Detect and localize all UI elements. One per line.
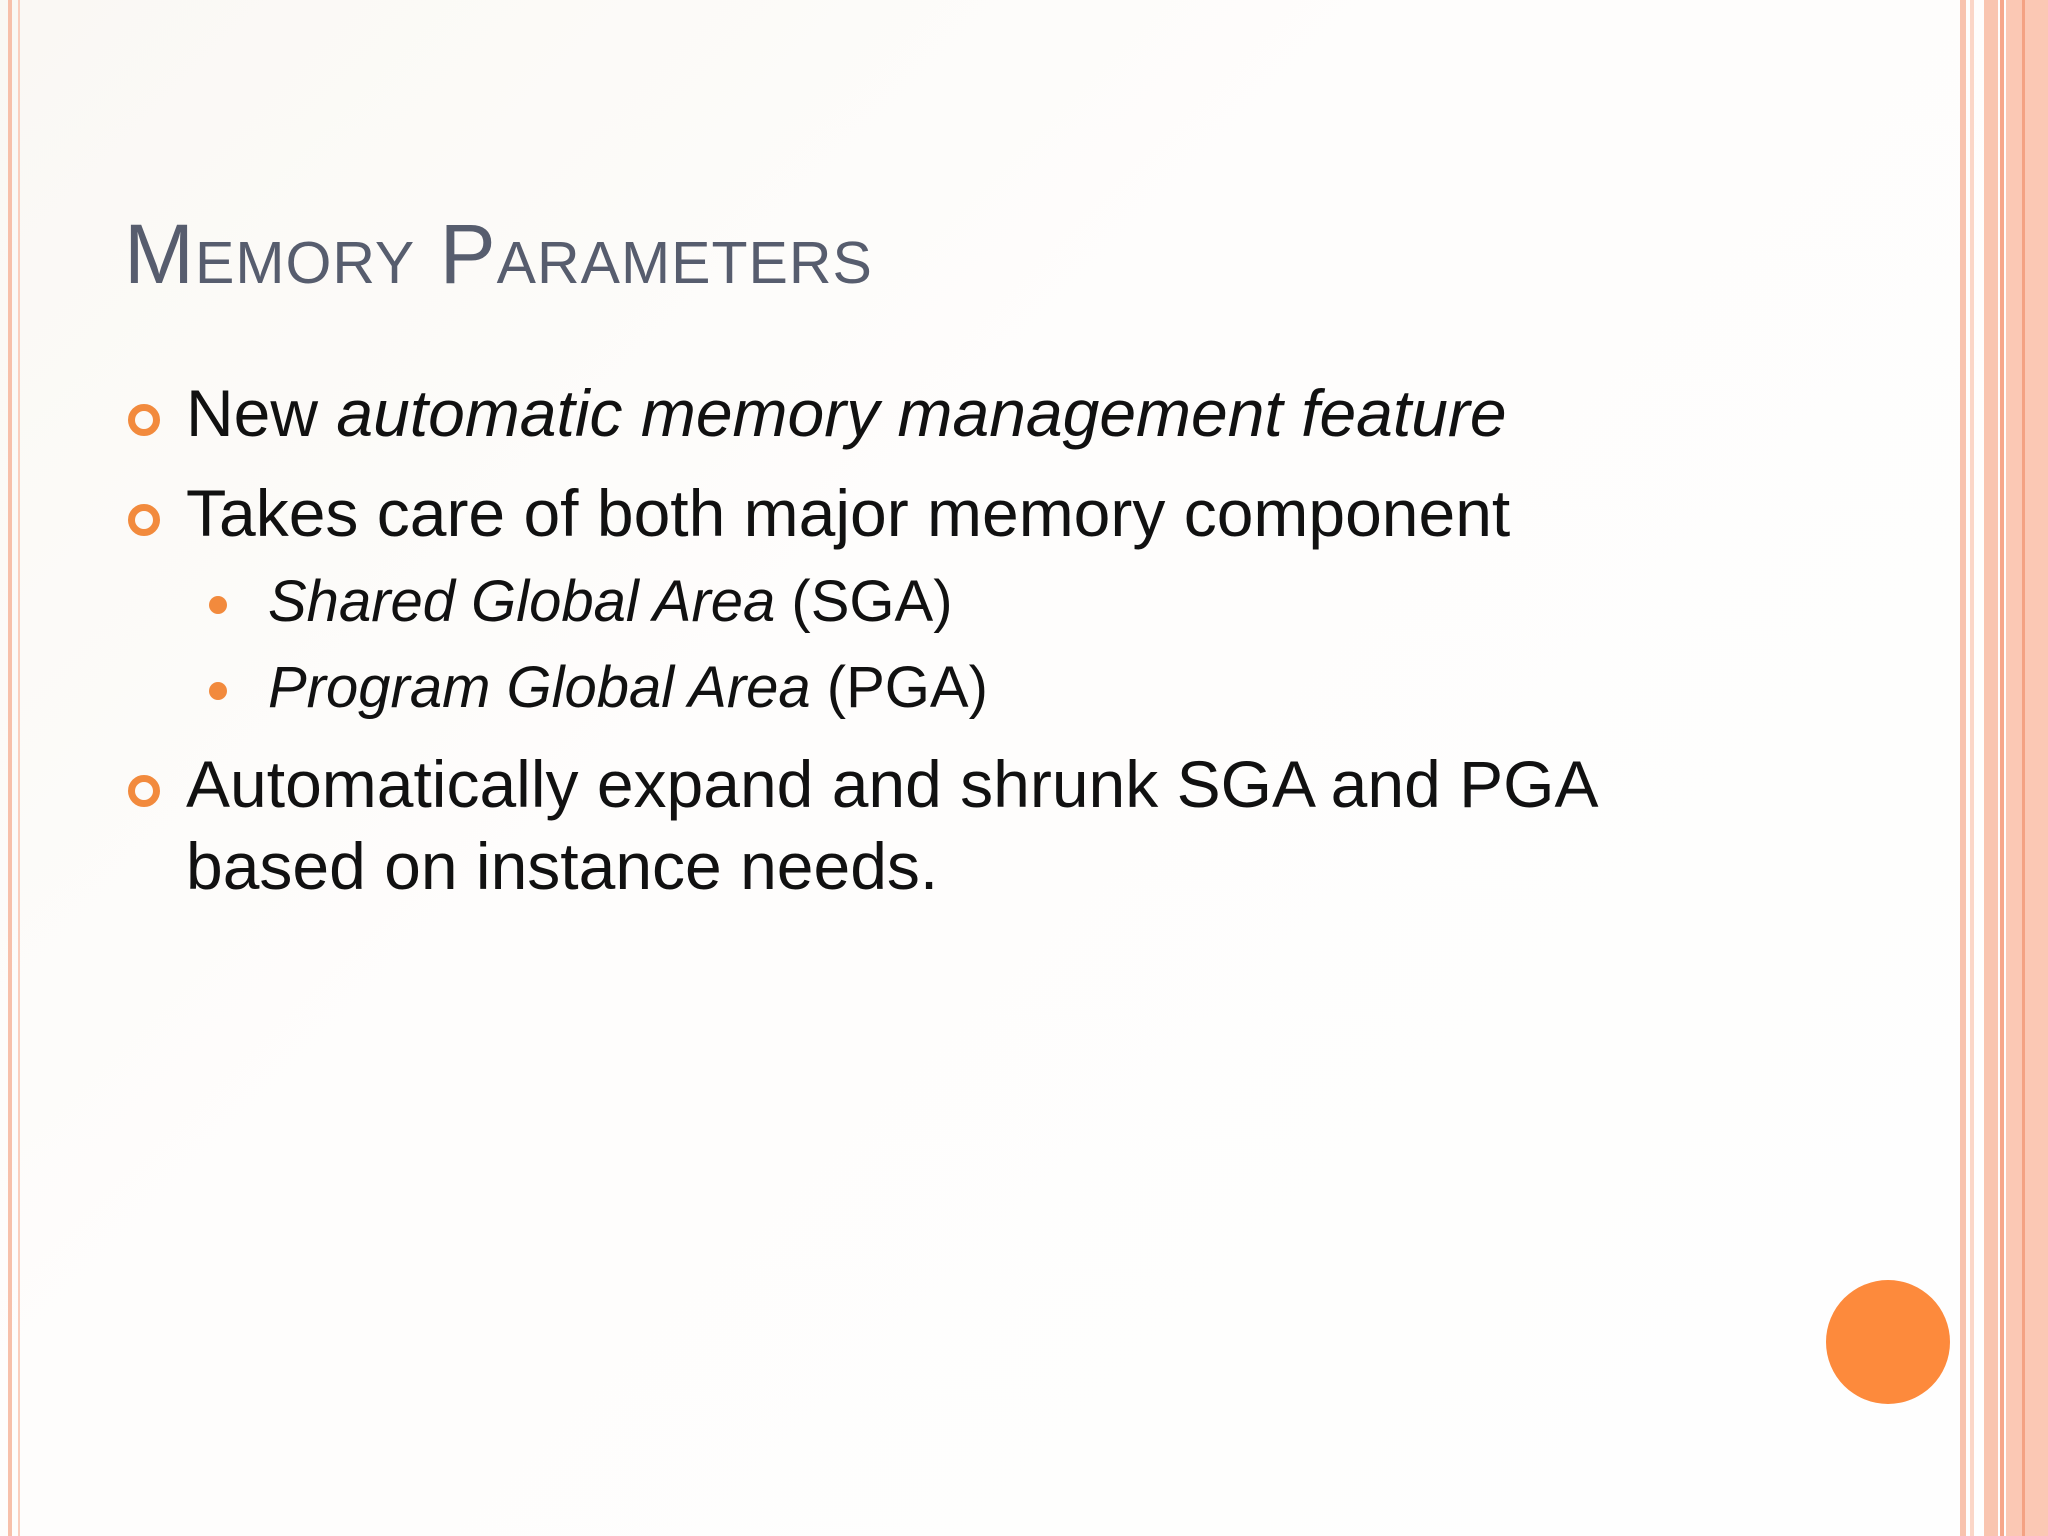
sub-bullet-text: (PGA) — [810, 655, 988, 720]
sub-bullet-item — [268, 653, 988, 723]
right-border-stripe — [1970, 0, 1974, 1536]
bullet-text: Takes care of both major memory component — [186, 476, 1511, 550]
bullet-dot-icon — [209, 682, 227, 700]
sub-bullet-item — [268, 567, 953, 637]
bullet-item — [186, 372, 1507, 454]
right-border-stripe — [1960, 0, 1966, 1536]
right-border-stripe — [2000, 0, 2004, 1536]
left-border-line — [8, 0, 12, 1536]
bullet-ring-icon — [128, 775, 160, 807]
bullet-text-line1: Automatically expand and shrunk SGA and PGA — [186, 747, 1599, 821]
bullet-text-italic: automatic memory management feature — [336, 376, 1507, 450]
bullet-dot-icon — [209, 596, 227, 614]
slide-title: Memory Parameters — [124, 207, 873, 301]
bullet-ring-icon — [128, 504, 160, 536]
right-border-stripe — [1984, 0, 1998, 1536]
sub-bullet-text: (SGA) — [775, 569, 953, 634]
bullet-text-line2: based on instance needs. — [186, 829, 939, 903]
sub-bullet-text-italic: Program Global Area — [268, 655, 811, 720]
bullet-item — [186, 743, 1599, 825]
left-border-line — [18, 0, 20, 1536]
decorative-circle — [1826, 1280, 1950, 1404]
bullet-ring-icon — [128, 404, 160, 436]
bullet-item-continuation — [186, 825, 938, 907]
bullet-text: New — [186, 376, 337, 450]
sub-bullet-text-italic: Shared Global Area — [268, 569, 776, 634]
bullet-item — [186, 472, 1510, 554]
right-border-stripe — [2006, 0, 2048, 1536]
right-border-stripe — [2022, 0, 2025, 1536]
